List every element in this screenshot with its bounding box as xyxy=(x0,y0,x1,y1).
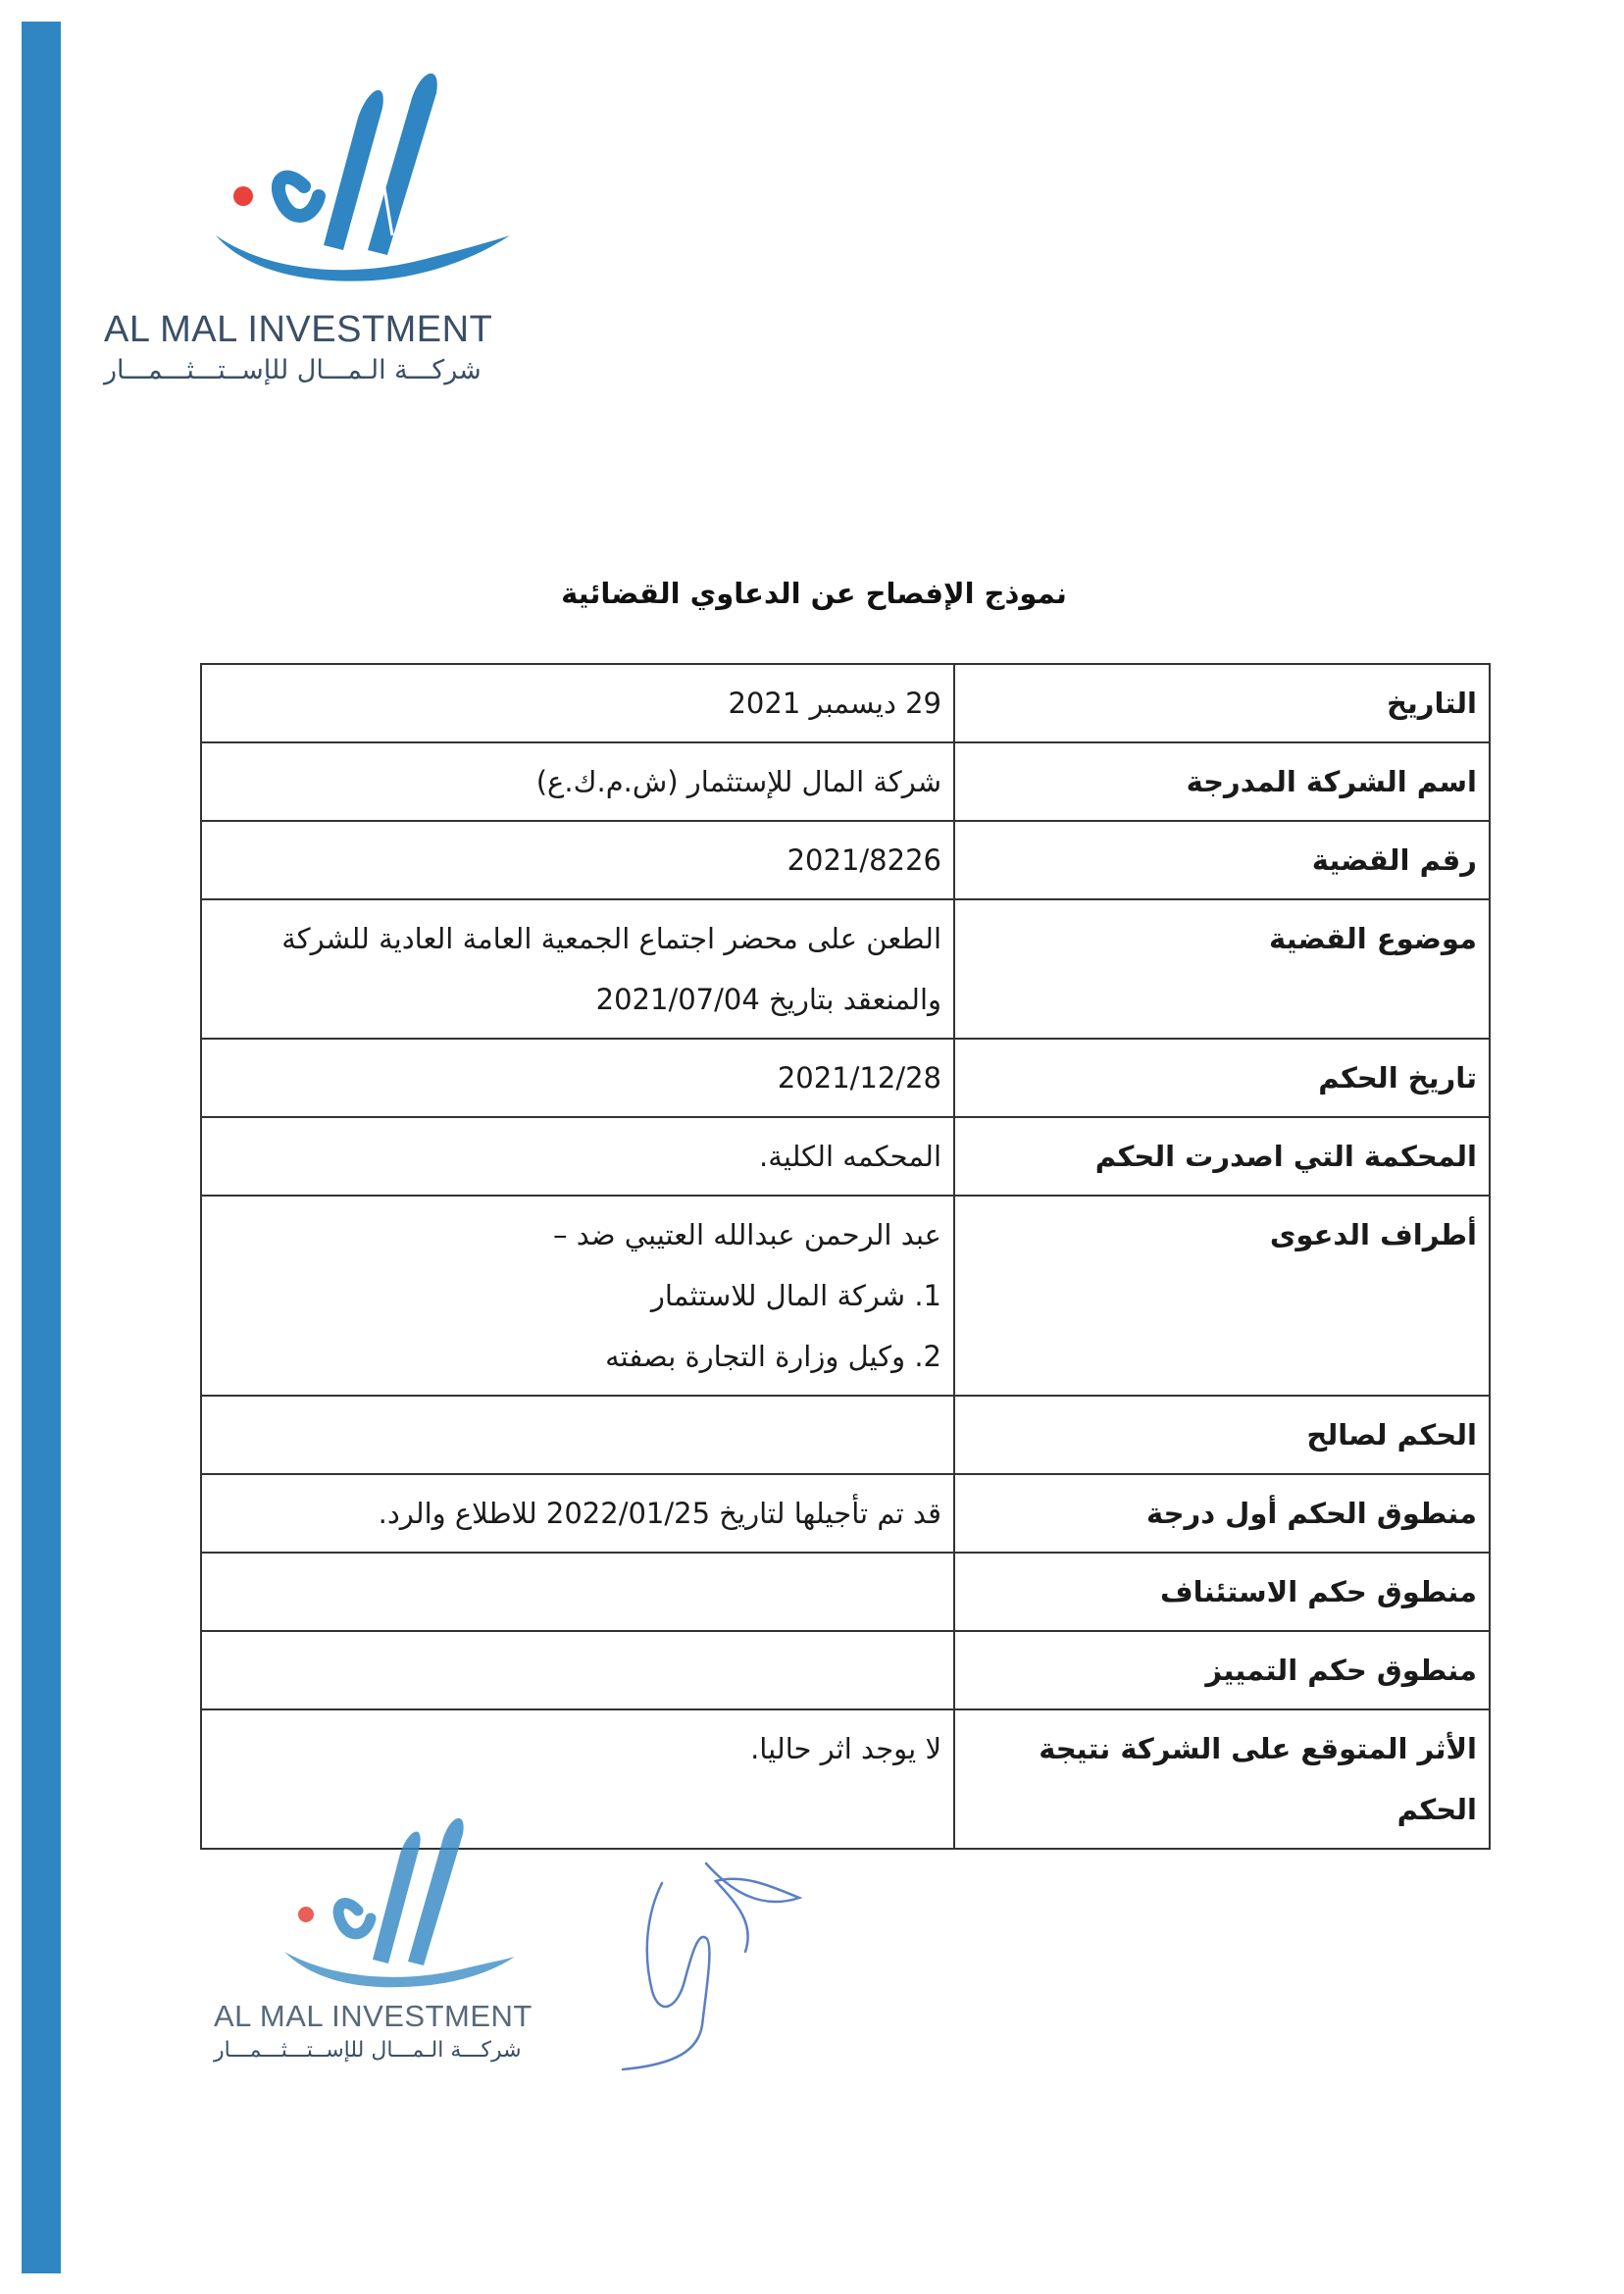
company-logo xyxy=(98,59,510,392)
row-value-line: الطعن على محضر اجتماع الجمعية العامة العادية للشركة xyxy=(281,922,941,955)
table-row xyxy=(201,1039,1490,1117)
row-value xyxy=(201,1396,954,1474)
document-title: نموذج الإفصاح عن الدعاوي القضائية xyxy=(561,577,1067,610)
row-label: رقم القضية xyxy=(954,821,1490,899)
row-value-line xyxy=(214,1561,941,1622)
row-value-line: شركة المال للإستثمار (ش.م.ك.ع) xyxy=(535,765,941,798)
row-value xyxy=(201,664,954,742)
row-value-line xyxy=(214,1404,941,1465)
row-label: موضوع القضية xyxy=(954,899,1490,1039)
stamp-name-ar: شركـــة الـمـــال للإســتـــثـــمـــار xyxy=(214,2038,522,2063)
table-row xyxy=(201,1117,1490,1196)
row-value-line: 2021/8226 xyxy=(787,843,941,877)
row-value xyxy=(201,1474,954,1553)
row-value xyxy=(201,1039,954,1117)
disclosure-table-body xyxy=(201,664,1490,1849)
row-value-line xyxy=(214,1640,941,1701)
left-margin-bar xyxy=(22,22,61,2273)
disclosure-table xyxy=(200,663,1491,1850)
row-value xyxy=(201,1553,954,1631)
row-label: اسم الشركة المدرجة xyxy=(954,742,1490,821)
table-row xyxy=(201,1631,1490,1709)
row-value-line: 29 ديسمبر 2021 xyxy=(728,687,941,720)
row-value xyxy=(201,1631,954,1709)
table-row xyxy=(201,1553,1490,1631)
stamp-logo-mark-icon xyxy=(265,1805,520,2001)
row-label: منطوق الحكم أول درجة xyxy=(954,1474,1490,1553)
stamp-name-en: AL MAL INVESTMENT xyxy=(214,1999,533,2033)
row-label: منطوق حكم التمييز xyxy=(954,1631,1490,1709)
row-value xyxy=(201,742,954,821)
row-label: الأثر المتوقع على الشركة نتيجة الحكم xyxy=(954,1709,1490,1849)
table-row xyxy=(201,1474,1490,1553)
row-label: تاريخ الحكم xyxy=(954,1039,1490,1117)
row-value-line: لا يوجد اثر حاليا. xyxy=(750,1732,941,1765)
logo-mark-icon xyxy=(186,59,520,304)
table-row xyxy=(201,664,1490,742)
table-row xyxy=(201,742,1490,821)
row-value xyxy=(201,1196,954,1396)
row-label: منطوق حكم الاستئناف xyxy=(954,1553,1490,1631)
company-stamp xyxy=(206,1805,559,2099)
row-value-line: 1. شركة المال للاستثمار xyxy=(650,1279,941,1312)
row-label: المحكمة التي اصدرت الحكم xyxy=(954,1117,1490,1196)
company-name-en: AL MAL INVESTMENT xyxy=(104,309,493,350)
row-value xyxy=(201,1117,954,1196)
row-value xyxy=(201,821,954,899)
row-value-line: المحكمه الكلية. xyxy=(759,1140,941,1173)
row-value-line: 2. وكيل وزارة التجارة بصفته xyxy=(605,1340,941,1373)
signature-icon xyxy=(608,1844,824,2079)
table-row xyxy=(201,1396,1490,1474)
row-value-line: والمنعقد بتاريخ 2021/07/04 xyxy=(595,983,941,1016)
company-name-ar: شركـــة الـمـــال للإســتـــثـــمـــار xyxy=(104,355,482,385)
row-label: الحكم لصالح xyxy=(954,1396,1490,1474)
row-value-line: عبد الرحمن عبدالله العتيبي ضد – xyxy=(552,1218,941,1251)
row-value xyxy=(201,899,954,1039)
table-row xyxy=(201,821,1490,899)
row-label: أطراف الدعوى xyxy=(954,1196,1490,1396)
row-label: التاريخ xyxy=(954,664,1490,742)
table-row xyxy=(201,1196,1490,1396)
row-value-line: 2021/12/28 xyxy=(777,1061,941,1095)
row-value-line: قد تم تأجيلها لتاريخ 2022/01/25 للاطلاع والرد. xyxy=(378,1497,941,1530)
table-row xyxy=(201,899,1490,1039)
